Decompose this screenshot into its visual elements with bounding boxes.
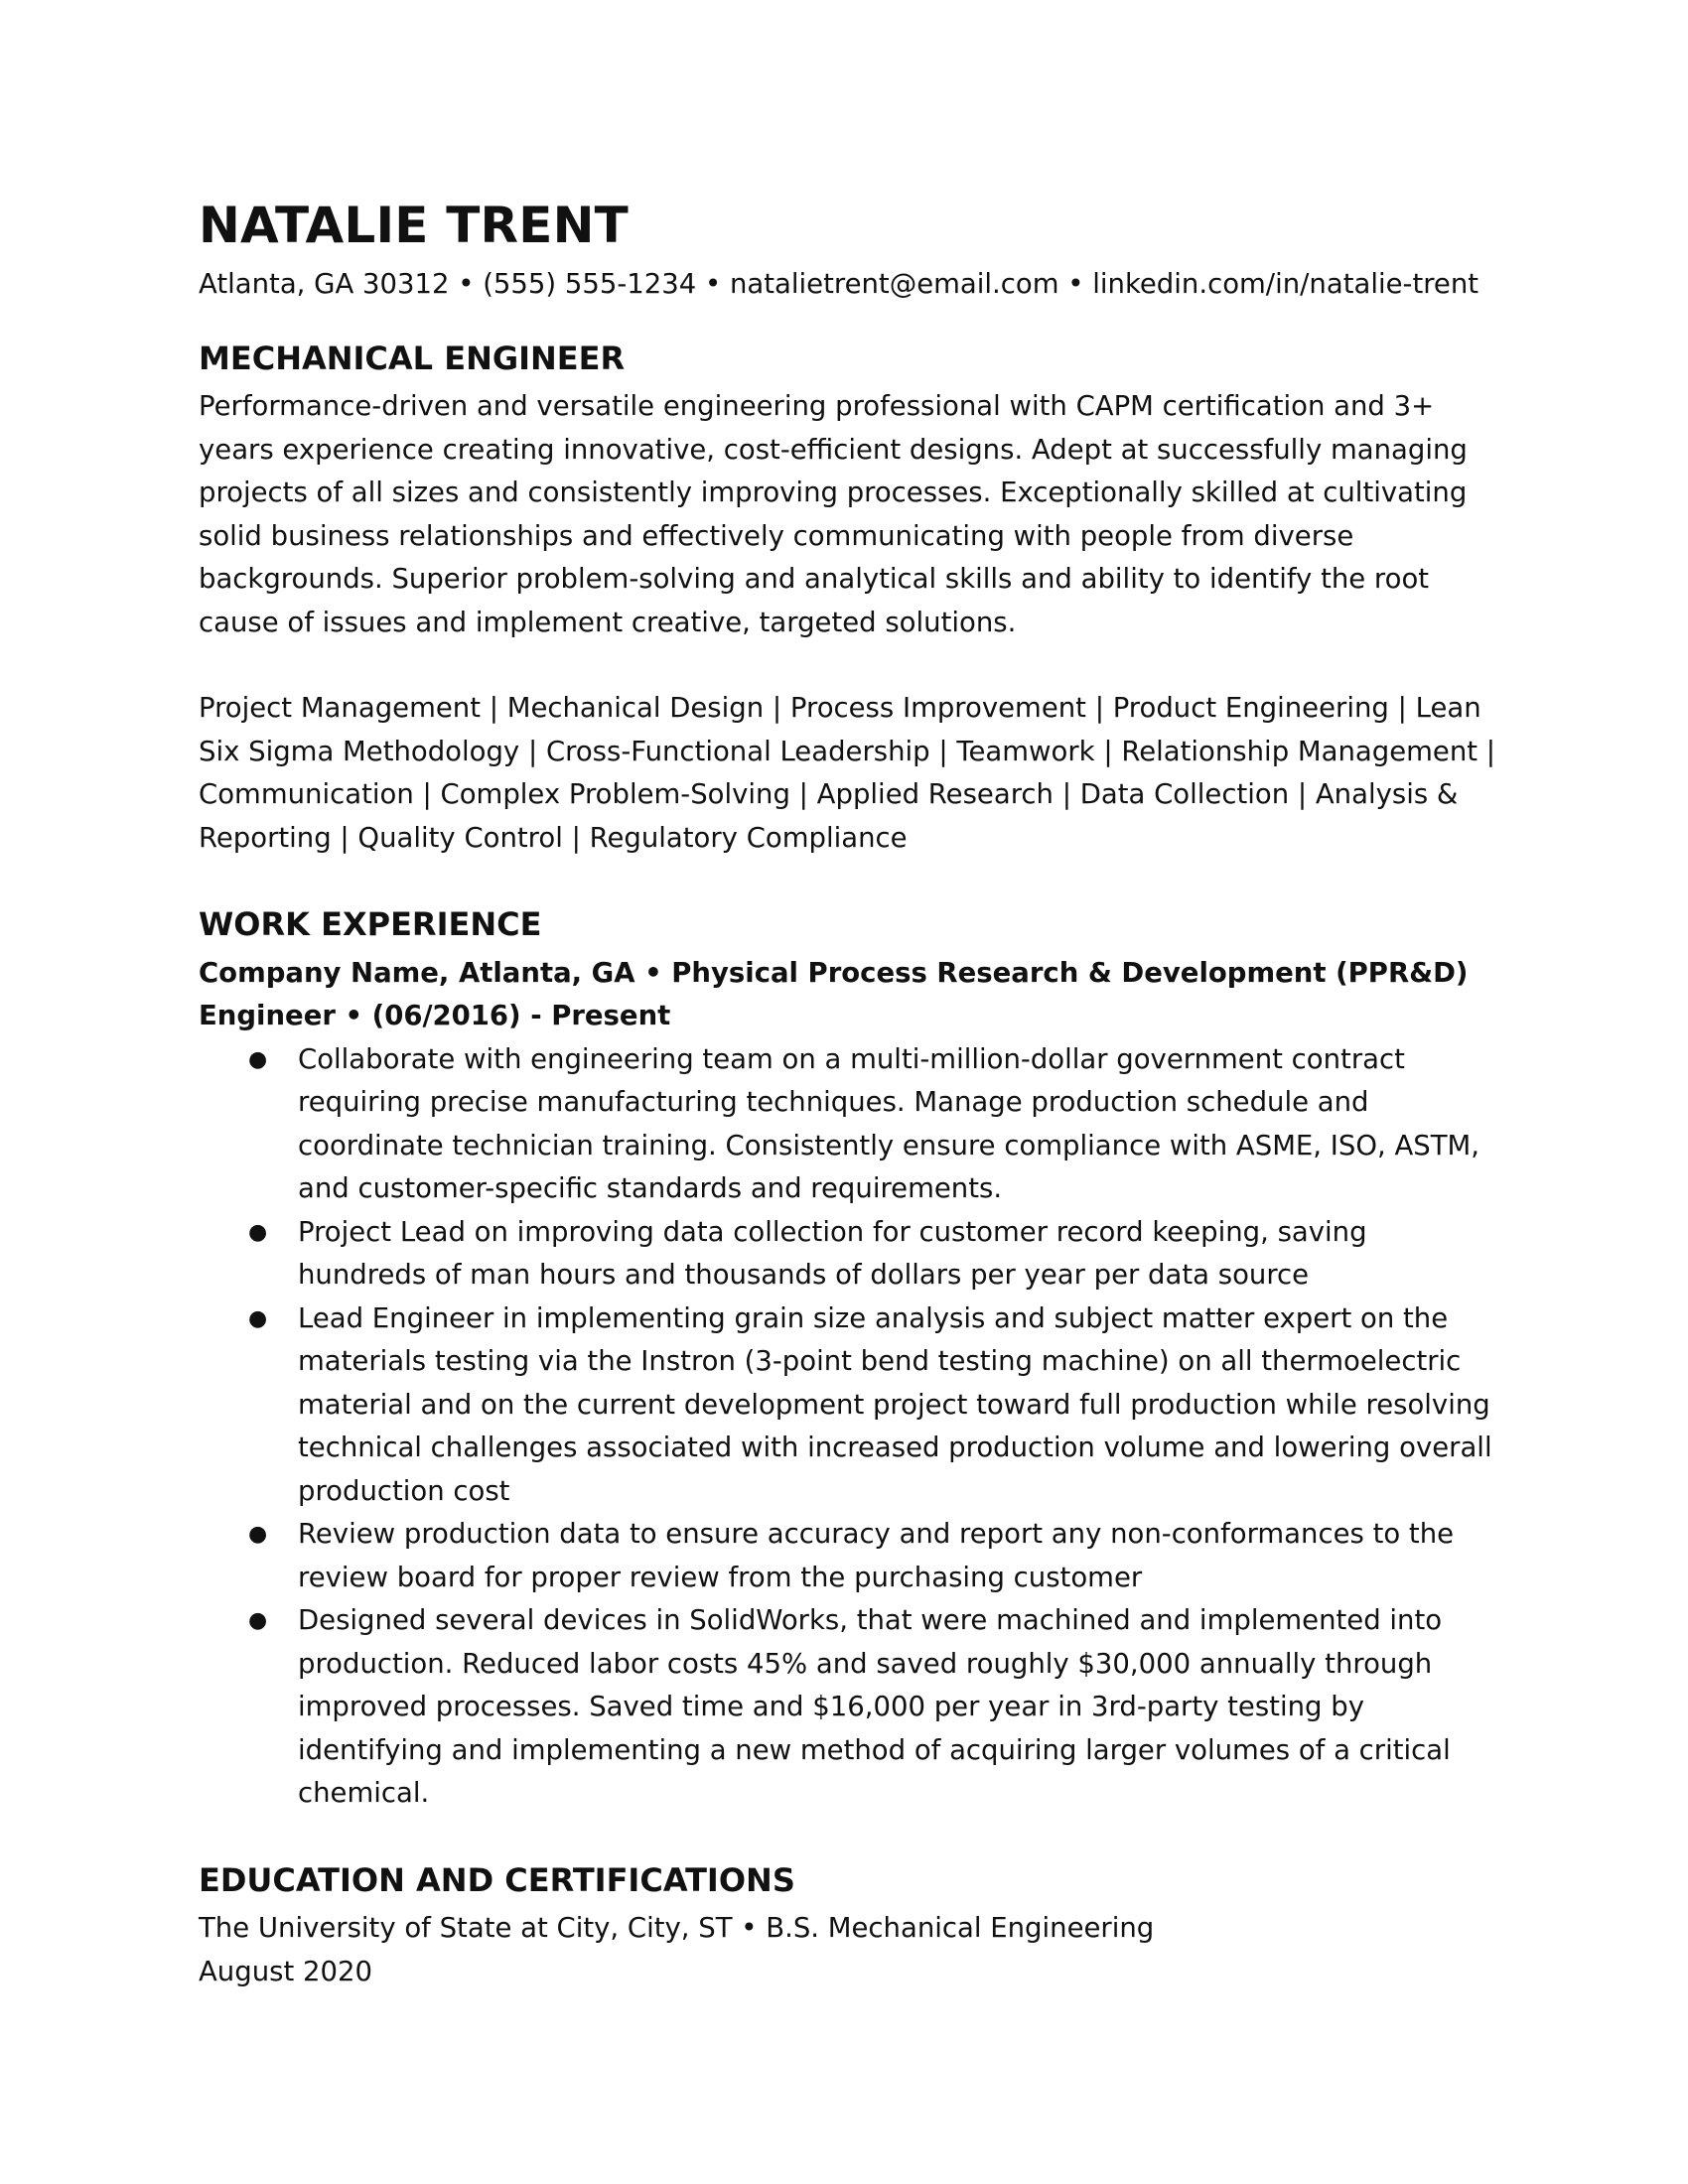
bullet-icon: ●: [248, 1522, 268, 1548]
education-degree: The University of State at City, City, ST • B.S. Mechanical Engineering: [199, 1912, 1155, 1945]
education-date: August 2020: [199, 1955, 372, 1987]
bullet-item: [199, 1038, 1499, 1211]
job-bullets: [199, 1038, 1499, 1816]
bullet-text: Lead Engineer in implementing grain size analysis and subject matter expert on the materials testing via the Instron (3-point bend testing machine) on all thermoelectric material and on the current development project toward full production while resolving technical challenges associated with increased production volume and lowering overall production cost: [298, 1301, 1492, 1507]
bullet-item: [199, 1599, 1499, 1816]
contact-line: Atlanta, GA 30312 • (555) 555-1234 • natalietrent@email.com • linkedin.com/in/natalie-trent: [199, 268, 1479, 300]
bullet-icon: ●: [248, 1608, 268, 1634]
bullet-text: Collaborate with engineering team on a multi-million-dollar government contract requiring precise manufacturing techniques. Manage production schedule and coordinate technician training. Consistently ensure compliance with ASME, ISO, ASTM, and customer-specific standards and requirements.: [298, 1042, 1480, 1205]
summary-paragraph: Performance-driven and versatile engineering professional with CAPM certification and 3+ years experience creating innovative, cost-efficient designs. Adept at successfully managing projects of all sizes and consistently improving processes. Exceptionally skilled at cultivating solid business relationships and effectively communicating with people from diverse backgrounds. Superior problem-solving and analytical skills and ability to identify the root cause of issues and implement creative, targeted solutions.: [199, 390, 1468, 638]
resume-page: [199, 199, 1499, 1993]
job-header: Company Name, Atlanta, GA • Physical Process Research & Development (PPR&D) Engineer • (06/2016) - Present: [199, 956, 1469, 1032]
bullet-text: Designed several devices in SolidWorks, that were machined and implemented into production. Reduced labor costs 45% and saved roughly $30,000 annually through improved processes. Saved time and $16,000 per year in 3rd-party testing by identifying and implementing a new method of acquiring larger volumes of a critical chemical.: [298, 1604, 1451, 1810]
bullet-text: Project Lead on improving data collection for customer record keeping, saving hundreds of man hours and thousands of dollars per year per data source: [298, 1215, 1367, 1292]
skills-list: Project Management | Mechanical Design | Process Improvement | Product Engineering | Lean Six Sigma Methodology | Cross-Functional Leadership | Teamwork | Relationship Management | Communication | Complex Problem-Solving | Applied Research | Data Collection | Analysis & Reporting | Quality Control | Regulatory Compliance: [199, 692, 1496, 854]
experience-heading: WORK EXPERIENCE: [199, 905, 542, 944]
bullet-icon: ●: [248, 1219, 268, 1245]
bullet-text: Review production data to ensure accuracy and report any non-conformances to the review board for proper review from the purchasing customer: [298, 1518, 1455, 1593]
bullet-item: [199, 1297, 1499, 1514]
candidate-name: NATALIE TRENT: [199, 197, 629, 254]
bullet-icon: ●: [248, 1305, 268, 1331]
bullet-icon: ●: [248, 1046, 268, 1072]
bullet-item: [199, 1513, 1499, 1599]
summary-heading: MECHANICAL ENGINEER: [199, 340, 626, 377]
education-heading: EDUCATION AND CERTIFICATIONS: [199, 1860, 795, 1899]
bullet-item: [199, 1211, 1499, 1297]
